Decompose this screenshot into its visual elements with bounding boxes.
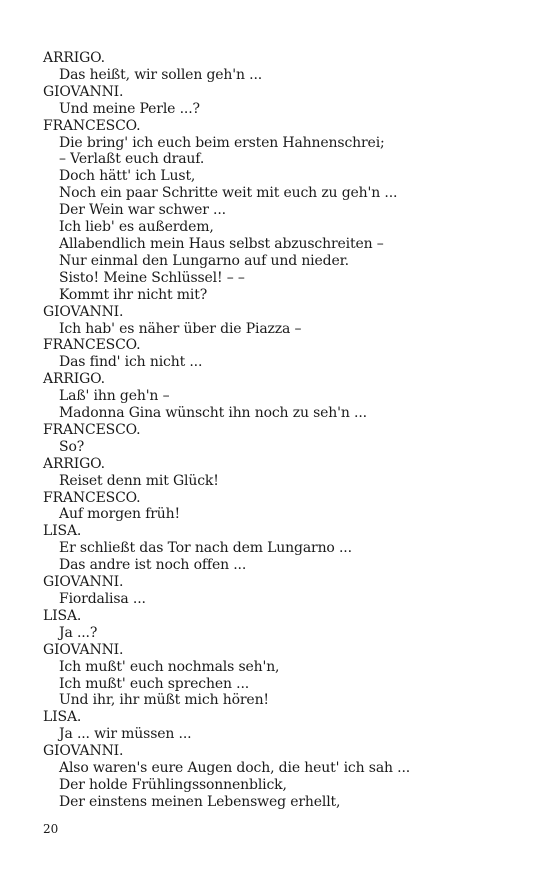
verse-line: Ja ...? [59, 624, 98, 641]
verse-line: Reiset denn mit Glück! [59, 472, 219, 489]
speaker-name: LISA. [43, 709, 82, 726]
verse-line: Allabendlich mein Haus selbst abzuschreiten – [59, 235, 384, 252]
speaker-name: GIOVANNI. [43, 303, 124, 320]
speaker-name: FRANCESCO. [43, 117, 141, 134]
verse-line: Das andre ist noch offen ... [59, 557, 247, 574]
verse-line: Kommt ihr nicht mit? [59, 286, 208, 303]
verse-line: – Verlaßt euch drauf. [59, 151, 205, 168]
speaker-name: ARRIGO. [43, 50, 105, 66]
verse-line: Und meine Perle ...? [59, 100, 200, 117]
verse-line: Die bring' ich euch beim ersten Hahnenschrei; [59, 134, 385, 151]
verse-line: Und ihr, ihr müßt mich hören! [59, 692, 269, 709]
verse-line: Nur einmal den Lungarno auf und nieder. [59, 252, 349, 269]
verse-line: Ich mußt' euch nochmals seh'n, [59, 658, 280, 675]
speaker-name: LISA. [43, 523, 82, 540]
verse-line: Der holde Frühlingssonnenblick, [59, 776, 287, 793]
speaker-name: GIOVANNI. [43, 574, 124, 591]
speaker-name: GIOVANNI. [43, 83, 124, 100]
page-number: 20 [43, 822, 59, 836]
verse-line: Doch hätt' ich Lust, [59, 168, 196, 185]
verse-line: Laß' ihn geh'n – [59, 388, 170, 405]
verse-line: Noch ein paar Schritte weit mit euch zu geh'n ... [59, 185, 398, 202]
play-text [43, 50, 523, 811]
verse-line: Auf morgen früh! [59, 506, 181, 523]
verse-line: Ich lieb' es außerdem, [59, 219, 214, 236]
speaker-name: FRANCESCO. [43, 421, 141, 438]
speaker-name: ARRIGO. [43, 371, 105, 388]
speaker-name: ARRIGO. [43, 455, 105, 472]
verse-line: Der Wein war schwer ... [59, 202, 226, 219]
verse-line: Also waren's eure Augen doch, die heut' ich sah ... [59, 760, 411, 777]
verse-line: Ich mußt' euch sprechen ... [59, 675, 250, 692]
speaker-name: LISA. [43, 607, 82, 624]
verse-line: Das heißt, wir sollen geh'n ... [59, 66, 263, 83]
speaker-name: FRANCESCO. [43, 489, 141, 506]
verse-line: Der einstens meinen Lebensweg erhellt, [59, 793, 341, 810]
verse-line: Sisto! Meine Schlüssel! – – [59, 269, 245, 286]
verse-line: Ja ... wir müssen ... [59, 726, 192, 743]
speaker-name: GIOVANNI. [43, 743, 124, 760]
verse-line: So? [59, 438, 85, 455]
verse-line: Das find' ich nicht ... [59, 354, 203, 371]
verse-line: Madonna Gina wünscht ihn noch zu seh'n ... [59, 405, 367, 422]
verse-line: Er schließt das Tor nach dem Lungarno ... [59, 540, 352, 557]
verse-line: Ich hab' es näher über die Piazza – [59, 320, 302, 337]
verse-line: Fiordalisa ... [59, 591, 146, 607]
speaker-name: FRANCESCO. [43, 337, 141, 354]
speaker-name: GIOVANNI. [43, 641, 124, 658]
